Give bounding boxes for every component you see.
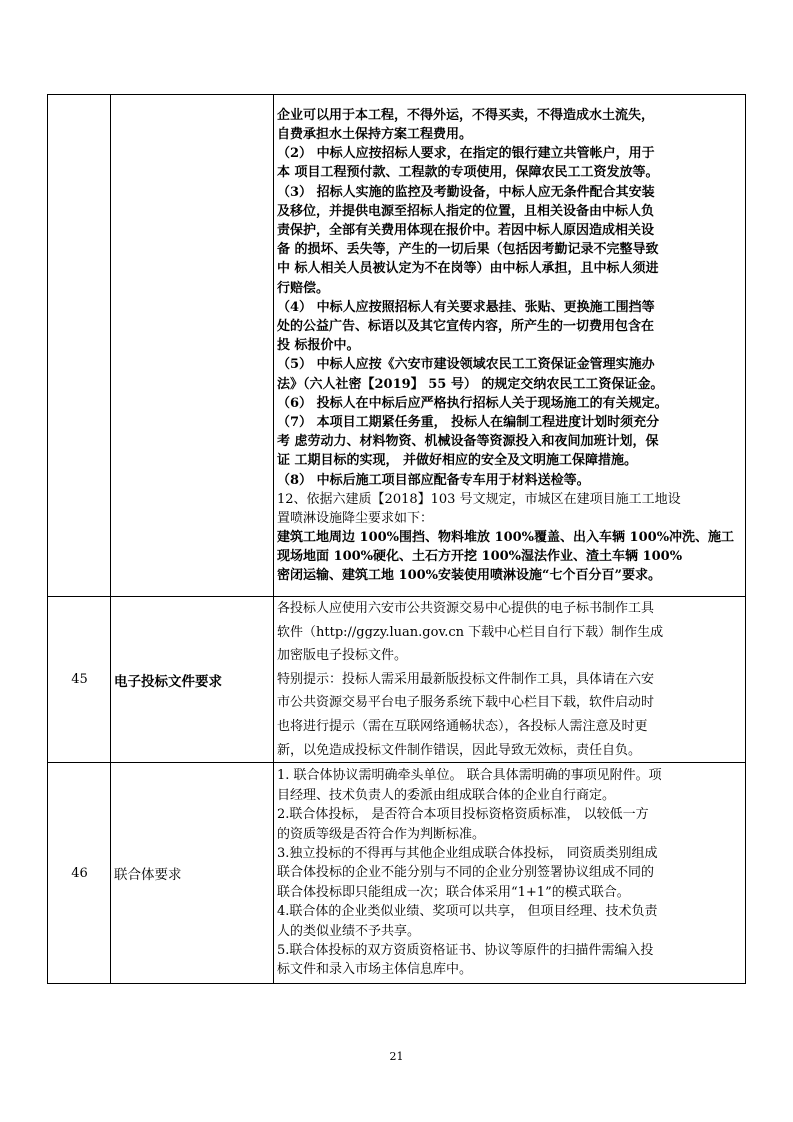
content-line: 责保护，全部有关费用体现在报价中。若因中标人原因造成相关设 [277,222,655,238]
content-line: （8） 中标后施工项目部应配备专车用于材料送检等。 [277,472,590,488]
content-line: 目经理、技术负责人的委派由组成联合体的企业自行商定。 [277,787,616,803]
content-line: 置喷淋设施降尘要求如下： [277,511,434,527]
content-line: 中 标人相关人员被认定为不在岗等）由中标人承担，且中标人须进 [277,261,659,277]
content-line: 加密版电子投标文件。 [277,648,408,664]
row-number [48,95,111,597]
content-line: 人的类似业绩不予共享。 [277,923,421,939]
content-line: 标文件和录入市场主体信息库中。 [277,962,473,978]
row-content [274,763,746,984]
content-line: 联合体投标的企业不能分别与不同的企业分别签署协议组成不同的 [277,865,655,881]
row-number: 45 [48,597,111,763]
row-content [274,597,746,763]
content-line: 自费承担水土保持方案工程费用。 [277,126,473,142]
table-row [48,763,746,984]
content-line: （7） 本项目工期紧任务重， 投标人在编制工程进度计划时须充分 [277,415,660,431]
content-line: 现场地面 100%硬化、土石方开挖 100%湿法作业、渣土车辆 100% [277,549,683,565]
content-line: 也将进行提示（需在互联网络通畅状态），各投标人需注意及时更 [277,718,648,734]
content-line: 密闭运输、建筑工地 100%安装使用喷淋设施“七个百分百”要求。 [277,568,661,584]
page-number: 21 [389,1050,404,1063]
content-line: 本 项目工程预付款、工程款的专项使用，保障农民工工资发放等。 [277,165,659,181]
content-line: 企业可以用于本工程，不得外运，不得买卖，不得造成水土流失， [277,107,655,123]
content-line: 1. 联合体协议需明确牵头单位。 联合具体需明确的事项见附件。项 [277,768,662,784]
content-line: （2） 中标人应按招标人要求，在指定的银行建立共管帐户，用于 [277,146,655,162]
content-line: （6） 投标人在中标后应严格执行招标人关于现场施工的有关规定。 [277,395,668,411]
content-line: 法》（六人社密【2019】 55 号） 的规定交纳农民工工资保证金。 [277,376,664,392]
content-line: （5） 中标人应按《六安市建设领域农民工工资保证金管理实施办 [277,357,655,373]
content-line: 4.联合体的企业类似业绩、奖项可以共享， 但项目经理、技术负责 [277,904,658,920]
content-line: 软件（http://ggzy.luan.gov.cn 下载中心栏目自行下载）制作生成 [277,624,664,640]
content-line: 市公共资源交易平台电子服务系统下载中心栏目下载，软件启动时 [277,695,655,711]
content-line: 建筑工地周边 100%围挡、物料堆放 100%覆盖、出入车辆 100%冲洗、施工 [277,530,735,546]
content-line: 2.联合体投标， 是否符合本项目投标资格资质标准， 以较低一方 [277,807,649,823]
row-content [274,95,746,597]
content-line: 特别提示：投标人需采用最新版投标文件制作工具，具体请在六安 [277,671,655,687]
content-line: 新，以免造成投标文件制作错误，因此导致无效标，责任自负。 [277,742,642,758]
row-number: 46 [48,763,111,984]
content-line: 处的公益广告、标语以及其它宣传内容，所产生的一切费用包含在 [277,319,655,334]
content-line: （4） 中标人应按照招标人有关要求悬挂、张贴、更换施工围挡等 [277,299,655,315]
content-line: 考 虑劳动力、材料物资、机械设备等资源投入和夜间加班计划，保 [277,434,659,450]
content-line: 12、依据六建质【2018】103 号文规定，市城区在建项目施工工地设 [277,491,681,507]
requirements-table [47,94,746,984]
content-line: 各投标人应使用六安市公共资源交易中心提供的电子标书制作工具 [277,601,655,616]
content-line: 备 的损坏、丢失等，产生的一切后果（包括因考勤记录不完整导致 [277,242,659,258]
content-line: 证 工期目标的实现， 并做好相应的安全及文明施工保障措施。 [277,453,638,469]
content-line: 联合体投标即只能组成一次；联合体采用“1+1”的模式联合。 [277,884,630,900]
content-line: 的资质等级是否符合作为判断标准。 [277,826,486,842]
row-item-name: 电子投标文件要求 [111,597,274,763]
row-item-name: 联合体要求 [111,763,274,984]
content-line: （3） 招标人实施的监控及考勤设备，中标人应无条件配合其安装 [277,184,655,200]
row-item-name [111,95,274,597]
content-line: 投 标报价中。 [277,338,360,354]
content-line: 5.联合体投标的双方资质资格证书、协议等原件的扫描件需编入投 [277,943,654,959]
content-line: 行赔偿。 [277,280,330,296]
table-row [48,95,746,597]
content-line: 3.独立投标的不得再与其他企业组成联合体投标， 同资质类别组成 [277,846,658,862]
content-line: 及移位，并提供电源至招标人指定的位置，且相关设备由中标人负 [277,203,655,219]
table-row [48,597,746,763]
